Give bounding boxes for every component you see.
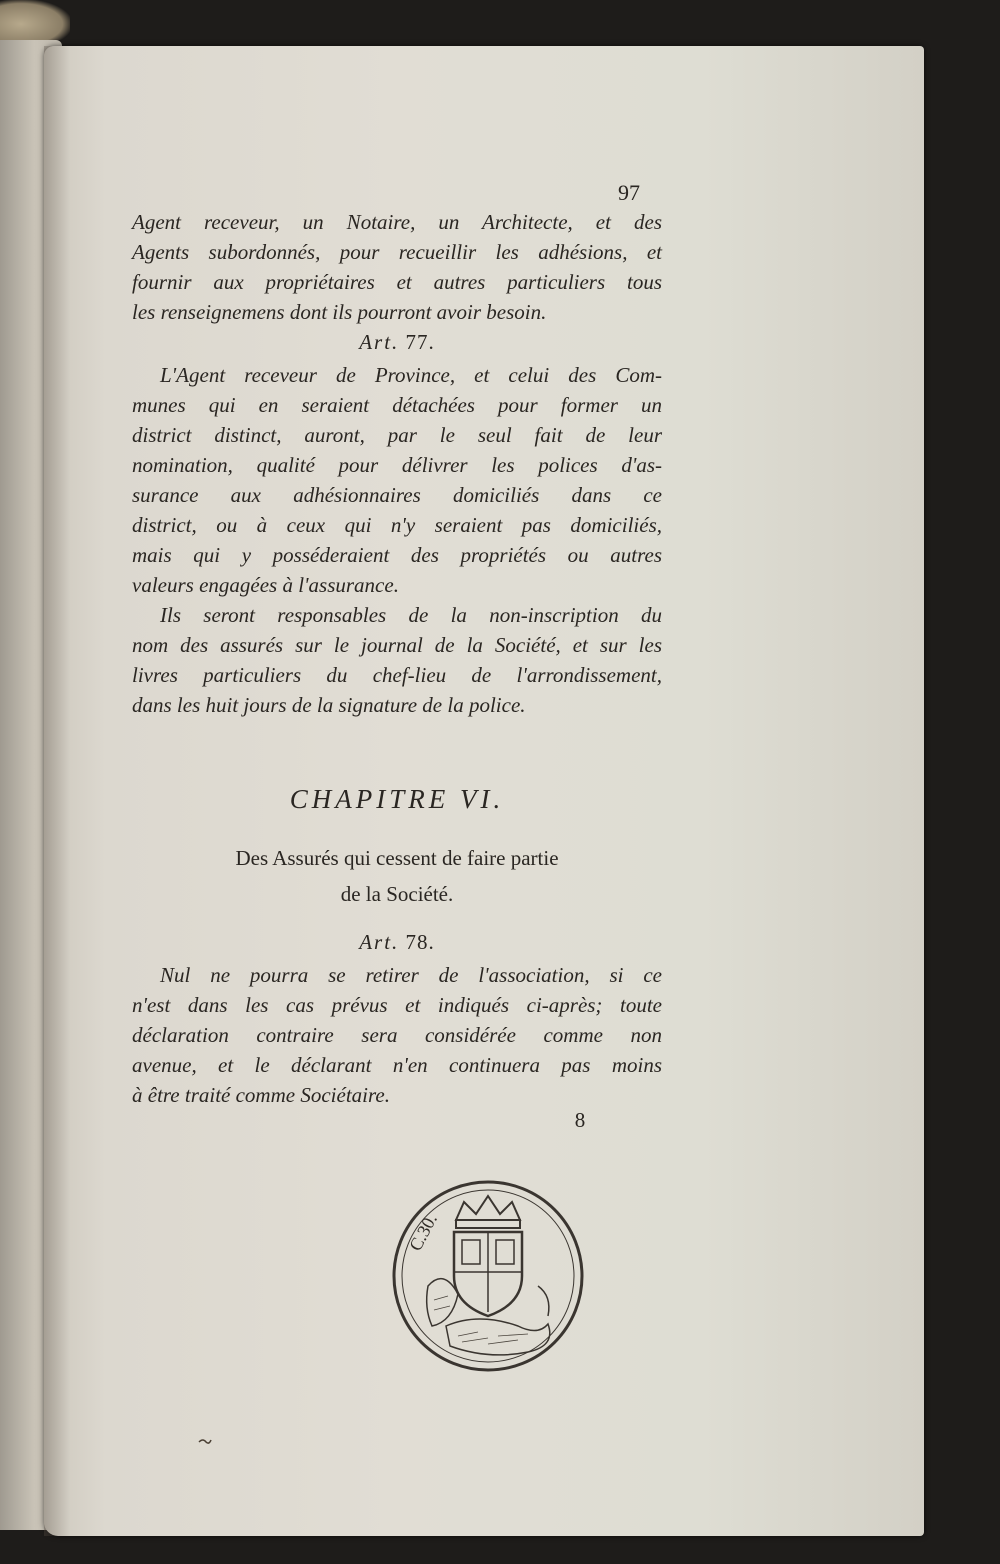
gutter-shadow	[44, 46, 70, 1536]
stamp-seal-icon	[388, 1176, 588, 1376]
signature-mark: 8	[574, 1108, 586, 1132]
text-line: les renseignemens dont ils pourront avoir besoin.	[132, 300, 547, 324]
article-77-heading	[132, 330, 662, 355]
text-line: fournir aux propriétaires et autres particuliers tous	[132, 270, 662, 294]
text-line: nom des assurés sur le journal de la Société, et sur les	[132, 633, 662, 657]
text-line: L'Agent receveur de Province, et celui des Com-	[160, 363, 662, 387]
chapter-subtitle-line: de la Société.	[340, 882, 454, 906]
text-line: avenue, et le déclarant n'en continuera pas moins	[132, 1053, 662, 1077]
article-78-heading	[132, 930, 662, 955]
binding-thread	[0, 0, 70, 40]
text-line: n'est dans les cas prévus et indiqués ci-après; toute	[132, 993, 662, 1017]
text-line: district distinct, auront, par le seul fait de leur	[132, 423, 662, 447]
text-line: mais qui y posséderaient des propriétés ou autres	[132, 543, 662, 567]
text-line: surance aux adhésionnaires domiciliés dans ce	[132, 483, 662, 507]
article-number: 78.	[405, 930, 435, 954]
text-line: Agent receveur, un Notaire, un Architecte, et des	[132, 210, 662, 234]
article-label: Art.	[359, 330, 400, 354]
stamp-text: C.30.	[405, 1210, 442, 1255]
text-line: livres particuliers du chef-lieu de l'arrondissement,	[132, 663, 662, 687]
text-line: valeurs engagées à l'assurance.	[132, 573, 399, 597]
chapter-title: CHAPITRE VI.	[289, 784, 505, 814]
text-line: Ils seront responsables de la non-inscription du	[160, 603, 662, 627]
text-line: à être traité comme Sociétaire.	[132, 1083, 390, 1107]
text-line: dans les huit jours de la signature de la police.	[132, 693, 526, 717]
text-line: Agents subordonnés, pour recueillir les adhésions, et	[132, 240, 662, 264]
chapter-subtitle-line: Des Assurés qui cessent de faire partie	[235, 846, 559, 870]
text-line: nomination, qualité pour délivrer les polices d'as-	[132, 453, 662, 477]
article-label: Art.	[359, 930, 400, 954]
ink-mark-icon	[198, 1436, 212, 1446]
text-line: district, ou à ceux qui n'y seraient pas domiciliés,	[132, 513, 662, 537]
text-line: déclaration contraire sera considérée comme non	[132, 1023, 662, 1047]
page-number: 97	[618, 180, 640, 205]
text-line: Nul ne pourra se retirer de l'association, si ce	[160, 963, 662, 987]
article-number: 77.	[405, 330, 435, 354]
library-stamp	[388, 1176, 588, 1376]
text-line: munes qui en seraient détachées pour former un	[132, 393, 662, 417]
